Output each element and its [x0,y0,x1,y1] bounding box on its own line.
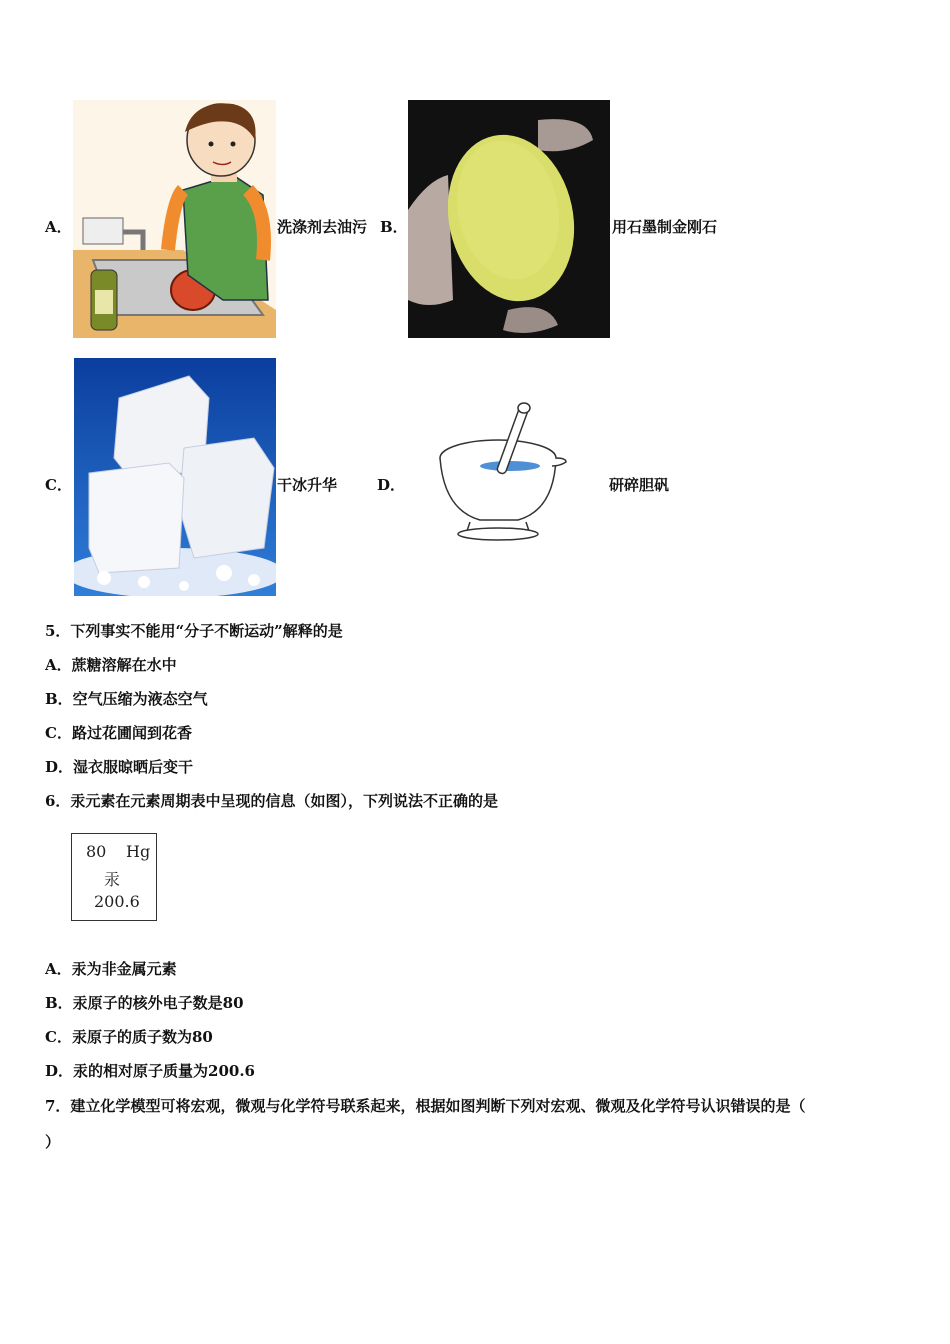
option-c-text: 干冰升华 [277,476,338,494]
mortar-pestle-image [430,400,570,548]
q5-option-d: D．湿衣服晾晒后变干 [45,758,194,776]
q7-stem-line1: 7．建立化学模型可将宏观，微观与化学符号联系起来，根据如图判断下列对宏观、微观及化学符号认识错误的是（ [45,1097,806,1115]
option-d-letter: D． [377,476,406,494]
dry-ice-image [74,358,276,596]
q6-option-b: B．汞原子的核外电子数是80 [45,994,244,1012]
dishwashing-image [73,100,276,338]
q7-stem-line2: ） [45,1133,61,1151]
q5-stem: 5．下列事实不能用“分子不断运动”解释的是 [45,622,343,640]
option-a-letter: A． [45,218,72,236]
option-d-text: 研碎胆矾 [609,476,670,494]
q6-stem: 6．汞元素在元素周期表中呈现的信息（如图），下列说法不正确的是 [45,792,498,810]
periodic-table-tile-hg [71,833,157,921]
atomic-number: 80 [86,842,107,861]
element-symbol: Hg [126,842,151,861]
atomic-mass: 200.6 [94,892,140,911]
graphite-disc-image [408,100,610,338]
option-b-text: 用石墨制金刚石 [612,218,718,236]
element-name: 汞 [104,870,121,889]
option-c-letter: C． [45,476,72,494]
option-a-text: 洗涤剂去油污 [277,218,368,236]
q6-option-a: A．汞为非金属元素 [45,960,177,978]
q6-option-d: D．汞的相对原子质量为200.6 [45,1062,255,1080]
q5-option-c: C．路过花圃闻到花香 [45,724,192,742]
q6-option-c: C．汞原子的质子数为80 [45,1028,213,1046]
q5-option-b: B．空气压缩为液态空气 [45,690,208,708]
q5-option-a: A．蔗糖溶解在水中 [45,656,177,674]
option-b-letter: B． [380,218,408,236]
